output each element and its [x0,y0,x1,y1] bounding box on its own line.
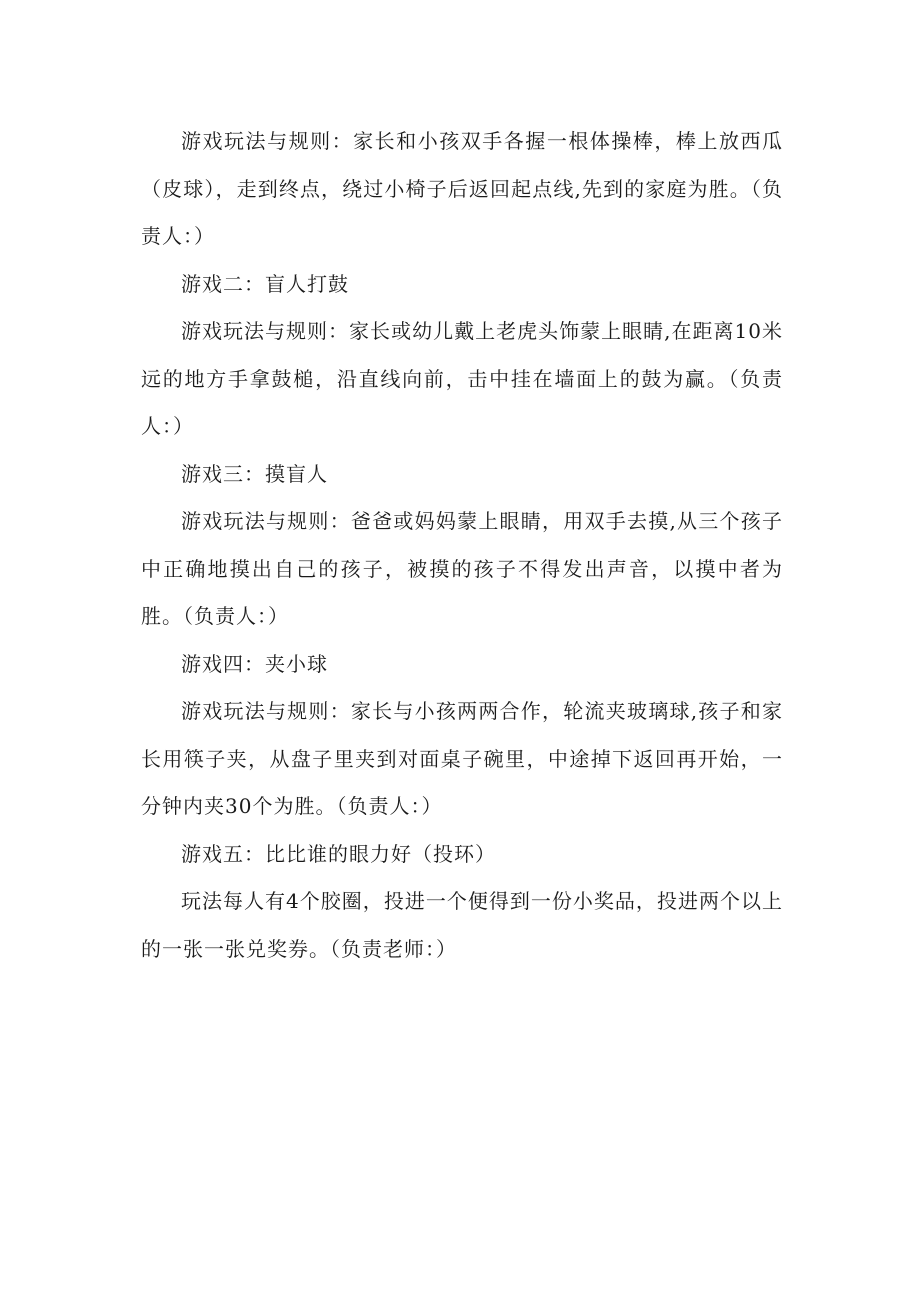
document-page [141,118,783,973]
game3-rules-paragraph: 游戏玩法与规则：爸爸或妈妈蒙上眼睛，用双手去摸,从三个孩子中正确地摸出自己的孩子，被摸的孩子不得发出声音，以摸中者为胜。（负责人：） [141,509,783,628]
game2-heading: 游戏二：盲人打鼓 [181,271,349,296]
game5-heading: 游戏五：比比谁的眼力好（投环） [181,841,496,866]
game4-heading: 游戏四：夹小球 [181,651,328,676]
game5-rules-paragraph: 玩法每人有4个胶圈，投进一个便得到一份小奖品，投进两个以上的一张一张兑奖券。（负责老师：） [141,889,783,961]
game3-heading: 游戏三：摸盲人 [181,461,328,486]
game2-rules-paragraph: 游戏玩法与规则：家长或幼儿戴上老虎头饰蒙上眼睛,在距离10米远的地方手拿鼓槌，沿直线向前，击中挂在墙面上的鼓为赢。（负责人：） [141,319,783,438]
game4-rules-paragraph: 游戏玩法与规则：家长与小孩两两合作，轮流夹玻璃球,孩子和家长用筷子夹，从盘子里夹到对面桌子碗里，中途掉下返回再开始，一分钟内夹30个为胜。（负责人：） [141,699,783,818]
game1-rules-paragraph: 游戏玩法与规则：家长和小孩双手各握一根体操棒，棒上放西瓜（皮球），走到终点，绕过小椅子后返回起点线,先到的家庭为胜。（负责人：） [141,129,783,248]
